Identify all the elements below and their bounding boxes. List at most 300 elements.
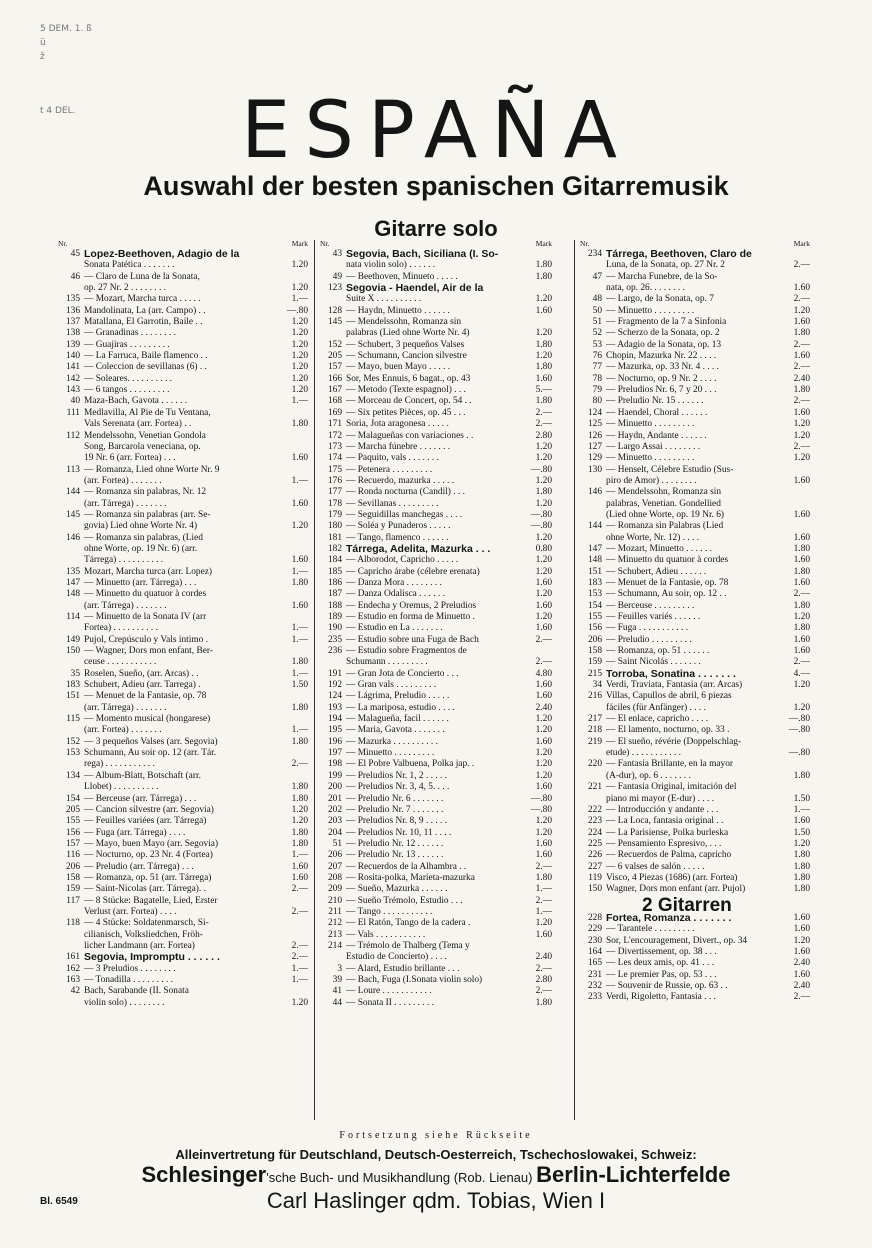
entry-title: — Minuetto (arr. Tárrega) . . . [84,577,197,588]
entry-price [524,283,552,294]
catalog-entry [580,635,810,646]
entry-number: 172 [327,430,342,441]
catalog-entry [320,873,552,884]
catalog-entry [320,294,552,305]
entry-price: 1.— [535,884,552,895]
catalog-entry [580,759,810,770]
catalog-list [580,913,810,1004]
entry-title: — Momento musical (hongarese) [84,714,211,725]
entry-number: 154 [587,600,602,611]
catalog-entry [580,431,810,442]
entry-price: 4.— [793,668,810,679]
catalog-entry [580,725,810,736]
catalog-entry [580,408,810,419]
entry-number: 218 [587,725,602,736]
entry-title: — La Loca, fantasia original . . [606,816,724,827]
entry-price: 1.20 [535,827,552,838]
entry-number: 213 [327,929,342,940]
entry-price: 1.80 [291,838,308,849]
entry-price: 1.80 [793,543,810,554]
entry-price: 2.80 [535,975,552,985]
entry-number: 167 [327,385,342,396]
entry-number: 136 [65,305,80,316]
catalog-entry [320,408,552,419]
catalog-entry [320,646,552,657]
catalog-entry [580,873,810,884]
entry-number: 128 [327,305,342,316]
entry-price: 1.— [535,906,552,917]
entry-number: 44 [332,997,342,1008]
entry-title: — El sueño, révérie (Doppelschlag- [606,736,742,747]
entry-title: — Mozart, Marcha turca . . . . . [84,294,201,305]
catalog-entry [58,555,308,566]
entry-number: 51 [332,838,342,849]
entry-number: 159 [587,657,602,668]
entry-number: 203 [327,816,342,827]
entry-number: 118 [66,918,80,929]
catalog-entry [580,913,810,924]
entry-number: 146 [587,487,602,498]
entry-number [580,794,606,805]
entry-title: fáciles (für Anfänger) . . . . [606,702,706,713]
entry-price: 2.— [535,657,552,668]
entry-price: 1.20 [535,475,552,486]
entry-title: — Romanza, op. 51 (arr. Tárrega) [84,872,212,883]
entry-title: — Marcha fúnebre . . . . . . . [346,441,451,452]
entry-number: 53 [592,339,602,350]
entry-price: 1.60 [291,872,308,883]
entry-number [320,260,346,271]
catalog-entry [320,623,552,634]
entry-number: 205 [65,804,80,815]
catalog-entry [58,975,308,986]
entry-number: 232 [587,981,602,991]
entry-price [280,487,308,498]
entry-number [58,759,84,770]
entry-number: 145 [65,509,80,520]
entry-number: 233 [587,992,602,1003]
catalog-entry [58,362,308,373]
entry-title: Estudio de Concierto) . . . . [346,952,448,963]
entry-number: 157 [327,362,342,373]
entry-price: 1.80 [291,702,308,713]
catalog-entry [580,737,810,748]
entry-price [280,465,308,476]
catalog-entry [320,272,552,283]
catalog-entry [580,748,810,759]
entry-price: 1.80 [793,884,810,895]
entry-price: 1.80 [535,362,552,373]
catalog-entry [320,306,552,317]
entry-title: — 3 Preludios . . . . . . . . [84,963,176,974]
entry-price [280,691,308,702]
catalog-entry [320,839,552,850]
entry-price: 1.80 [535,260,552,271]
entry-number [58,782,84,793]
entry-title: — Romanza sin palabras (arr. Se- [84,509,211,520]
entry-title: palabras, Venetian. Gondellied [606,498,721,509]
entry-number: 40 [70,396,80,407]
entry-title: (Lied ohne Worte, op. 19 Nr. 6) [606,509,725,520]
entry-price: 2.— [793,589,810,600]
catalog-entry [580,828,810,839]
entry-title: — Preludio Nr. 6 . . . . . . . [346,793,444,804]
entry-price: 1.60 [535,929,552,940]
entry-price: 1.50 [793,827,810,838]
entry-title: — Seguidillas manchegas . . . . [346,509,463,520]
entry-title: palabras (Lied ohne Worte Nr. 4) [346,328,470,339]
catalog-entry [320,703,552,714]
catalog-entry [58,294,308,305]
page-subtitle: Auswahl der besten spanischen Gitarremusik [143,171,729,201]
entry-title: — Tarantele . . . . . . . . . [606,924,695,935]
entry-title: — Haydn, Andante . . . . . . [606,430,707,441]
entry-price: —.80 [788,714,810,725]
entry-number: 50 [592,305,602,316]
catalog-entry [58,646,308,657]
entry-price: 1.80 [291,736,308,747]
entry-price: —.80 [286,305,308,316]
entry-price: 1.20 [793,305,810,316]
entry-price: 2.— [535,861,552,872]
entry-number: 47 [592,271,602,282]
entry-title: — Preludios Nr. 3, 4, 5. . . . [346,782,450,793]
entry-price: 1.60 [291,600,308,611]
entry-number: 48 [592,294,602,305]
entry-number: 166 [327,373,342,384]
entry-title: — Menuet de la Fantasie, op. 78 [84,691,207,702]
entry-number: 144 [587,521,602,532]
entry-price: 1.60 [535,600,552,611]
entry-number: 125 [587,419,602,430]
entry-price: —.80 [530,804,552,815]
entry-title: — Pensamiento Espresivo, . . . [606,838,722,849]
catalog-entry [58,657,308,668]
entry-title: — Saint-Nicolas (arr. Tárrega). . [84,884,206,895]
entry-price: 1.80 [793,850,810,861]
entry-price: —.80 [530,793,552,804]
entry-title: op. 27 Nr. 2 . . . . . . . . [84,283,167,294]
catalog-entry [320,340,552,351]
section-heading: Gitarre solo [374,216,498,241]
entry-price: 1.60 [535,782,552,793]
entry-price: 1.20 [793,702,810,713]
entry-number: 162 [65,963,80,974]
entry-title: Mendelssohn, Venetian Gondola [84,430,206,441]
entry-price: 2.— [535,895,552,906]
entry-title: — Mayo, buen Mayo . . . . . [346,362,451,373]
entry-price [280,986,308,997]
entry-price: 1.60 [793,634,810,645]
catalog-entry [58,941,308,952]
catalog-entry [320,896,552,907]
entry-price: 1.80 [291,419,308,430]
entry-title: — Schumann, Au soir, op. 12 . . [606,589,727,600]
catalog-entry [580,816,810,827]
entry-number: 184 [327,555,342,566]
entry-number: 34 [592,680,602,691]
entry-title: — Malagueña, facil . . . . . . [346,714,449,725]
entry-number: 210 [327,895,342,906]
catalog-entry [58,499,308,510]
catalog-entry [320,283,552,294]
entry-number: 143 [65,385,80,396]
entry-price: 1.20 [291,362,308,373]
catalog-entry [58,873,308,884]
entry-price [782,691,810,702]
entry-number: 197 [327,748,342,759]
entry-number: 182 [327,543,342,554]
entry-number: 181 [327,532,342,543]
entry-price: 1.60 [535,373,552,384]
entry-number: 215 [587,668,602,679]
entry-title: Matallana, El Garrotin, Baile . . [84,317,203,328]
entry-title: — Saint Nicolás . . . . . . . [606,657,701,668]
entry-number: 149 [65,634,80,645]
entry-number: 158 [587,646,602,657]
entry-number: 130 [587,464,602,475]
entry-number: 228 [587,912,602,923]
entry-price [280,930,308,941]
entry-title: — Album-Blatt, Botschaft (arr. [84,770,201,781]
entry-title: — Preludios Nr. 6, 7 y 20 . . . [606,385,717,396]
entry-title: — 8 Stücke: Bagatelle, Lied, Erster [84,895,218,906]
entry-title: — Sueño Trémolo, Estudio . . . [346,895,463,906]
entry-number: 183 [65,680,80,691]
entry-number: 200 [327,782,342,793]
catalog-entry [58,272,308,283]
catalog-entry [58,249,308,260]
entry-title: Visco, 4 Piezas (1686) (arr. Fortea) [606,872,738,883]
entry-title: — Schubert, 3 pequeños Valses [346,339,465,350]
entry-title: — Haendel, Choral . . . . . . [606,407,708,418]
entry-number: 142 [65,373,80,384]
entry-price [782,521,810,532]
column-header: Nr. Mark [320,239,552,248]
entry-number [58,499,84,510]
catalog-entry [580,283,810,294]
entry-title: Tárrega, Adelita, Mazurka . . . [346,543,491,555]
entry-title: Tárrega) . . . . . . . . . . [84,555,164,566]
entry-number [320,328,346,339]
catalog-entry [580,453,810,464]
entry-price: 1.50 [291,680,308,691]
entry-price: 1.60 [793,532,810,543]
catalog-entry [58,805,308,816]
catalog-entry [58,635,308,646]
entry-price: 1.60 [793,924,810,935]
entry-price: 1.20 [793,612,810,622]
entry-price: 1.60 [291,861,308,872]
catalog-entry [58,907,308,918]
catalog-entry [320,317,552,328]
entry-title: — Feuilles variées (arr. Tárrega) [84,816,207,827]
entry-title: — Six petites Pièces, op. 45 . . . [346,407,466,418]
entry-price: 1.60 [793,946,810,957]
entry-title: — Scherzo de la Sonata, op. 2 [606,328,720,339]
entry-price: 1.20 [535,759,552,770]
entry-title: (arr. Tárrega) . . . . . . . [84,702,167,713]
entry-title: (arr. Tárrega) . . . . . . . [84,600,167,611]
entry-price: 1.20 [535,532,552,543]
entry-price: 1.— [291,294,308,305]
entry-number: 79 [592,385,602,396]
entry-number: 222 [587,804,602,815]
entry-title: (arr. Tárrega) . . . . . . . [84,498,167,509]
entry-title: — Sonata II . . . . . . . . . [346,997,435,1008]
entry-number: 80 [592,396,602,407]
entry-title: — Soléa y Punaderos . . . . . [346,521,451,532]
catalog-entry [58,453,308,464]
entry-number: 137 [65,317,80,328]
entry-title: — Capricho árabe (célebre erenata) [346,566,480,577]
entry-price: 1.20 [535,566,552,577]
catalog-entry [58,408,308,419]
entry-title: Fortea, Romanza . . . . . . . [606,912,732,924]
entry-title: — Mazurka, op. 33 Nr. 4 . . . . [606,362,720,373]
entry-title: nata, op. 26. . . . . . . . [606,283,685,294]
entry-price: 1.20 [291,373,308,384]
entry-title: — Preludios Nr. 1, 2 . . . . . [346,770,448,781]
entry-title: — Vals . . . . . . . . . . . [346,929,426,940]
entry-title: — Recuerdos de la Alhambra . . [346,861,467,872]
entry-title: — Nocturno, op. 9 Nr. 2 . . . . [606,373,717,384]
entry-price: —.80 [530,509,552,520]
entry-title: rega) . . . . . . . . . . . [84,759,155,770]
entry-number: 187 [327,589,342,600]
entry-number [58,453,84,464]
catalog-entry [58,896,308,907]
catalog-entry [580,487,810,498]
catalog-entry [58,533,308,544]
catalog-entry [320,930,552,941]
entry-price: 2.— [291,759,308,770]
entry-title: — Preludio . . . . . . . . . [606,634,692,645]
entry-number: 234 [587,249,602,259]
entry-number [58,601,84,612]
entry-title: — El enlace, capricho . . . . [606,714,709,725]
entry-price: 1.— [291,623,308,634]
entry-number: 51 [592,317,602,328]
catalog-entry [320,431,552,442]
catalog-entry [580,958,810,969]
entry-title: — Guajiras . . . . . . . . . [84,339,170,350]
entry-number: 207 [327,861,342,872]
catalog-entry [320,794,552,805]
catalog-entry [580,476,810,487]
entry-number: 150 [65,646,80,657]
entry-title: Llobet) . . . . . . . . . . [84,782,159,793]
entry-number: 35 [70,668,80,679]
catalog-entry [58,884,308,895]
entry-number: 124 [327,691,342,702]
entry-number: 168 [327,396,342,407]
entry-title: Soria, Jota aragonesa . . . . . [346,419,449,430]
catalog-entry [580,947,810,958]
entry-price: 2.— [793,396,810,407]
entry-title: — Mazurka . . . . . . . . . . [346,736,438,747]
catalog-entry [320,975,552,986]
entry-title: — Le premier Pas, op. 53 . . . [606,969,717,980]
entry-title: — Recuerdos de Palma, capricho [606,850,732,861]
entry-price: 2.40 [793,958,810,969]
entry-number: 3 [337,963,342,974]
entry-price: 1.80 [535,271,552,282]
entry-title: — La Parisiense, Polka burleska [606,827,729,838]
catalog-entry [580,578,810,589]
catalog-entry [580,646,810,657]
entry-number: 39 [332,975,342,985]
catalog-entry [320,499,552,510]
catalog-entry [320,544,552,555]
entry-title: Lopez-Beethoven, Adagio de la [84,249,240,260]
entry-title: Mandolinata, La (arr. Campo) . . [84,305,206,316]
entry-title: Song, Barcarola veneciana, op. [84,441,201,452]
entry-number: 194 [327,714,342,725]
entry-price: 1.60 [291,555,308,566]
entry-number: 159 [65,884,80,895]
entry-number: 117 [66,895,80,906]
entry-price: 1.20 [291,816,308,827]
entry-title: — Trémolo de Thalberg (Tema y [346,940,470,951]
entry-title: — Preludios Nr. 8, 9 . . . . . [346,816,448,827]
entry-price [280,748,308,759]
entry-price: 1.60 [793,816,810,827]
catalog-entry [58,431,308,442]
entry-number: 195 [327,725,342,736]
catalog-entry [58,714,308,725]
entry-title: — Mozart, Minuetto . . . . . . [606,543,712,554]
entry-title: — Mendelssohn, Romanza sin [606,487,722,498]
catalog-entry [580,396,810,407]
entry-title: — Petenera . . . . . . . . . [346,464,433,475]
entry-price [782,759,810,770]
catalog-entry [320,998,552,1009]
entry-number: 49 [332,271,342,282]
entry-price: 1.60 [793,646,810,657]
entry-price: 1.20 [535,748,552,759]
entry-price: 1.80 [291,782,308,793]
entry-price: 2.— [793,339,810,350]
entry-title: Medlavilla, Al Pie de Tu Ventana, [84,407,211,418]
entry-price: 2.— [291,906,308,917]
column-divider [574,240,575,1120]
entry-number: 150 [587,884,602,895]
entry-price: 2.— [793,657,810,668]
entry-number [580,499,606,510]
catalog-entry [320,533,552,544]
entry-number: 199 [327,770,342,781]
catalog-entry [580,249,810,260]
entry-price: 1.60 [535,577,552,588]
column-header: Nr. Mark [580,239,810,248]
entry-number: 169 [327,407,342,418]
catalog-entry [58,669,308,680]
entry-number: 209 [327,884,342,895]
entry-number: 196 [327,736,342,747]
entry-title: — Berceuse (arr. Tárrega) . . . [84,793,197,804]
catalog-entry [580,924,810,935]
entry-number: 138 [65,328,80,339]
entry-title: Sonata Patética . . . . . . . [84,260,175,271]
entry-price: 1.80 [793,566,810,577]
entry-number: 114 [66,612,80,622]
catalog-entry [580,294,810,305]
entry-title: — Schubert, Adieu . . . . . . [606,566,707,577]
distribution-line: Alleinvertretung für Deutschland, Deutsch-Oesterreich, Tschechoslowakei, Schweiz: [175,1147,697,1162]
entry-price [280,431,308,442]
entry-price: 1.20 [291,804,308,815]
